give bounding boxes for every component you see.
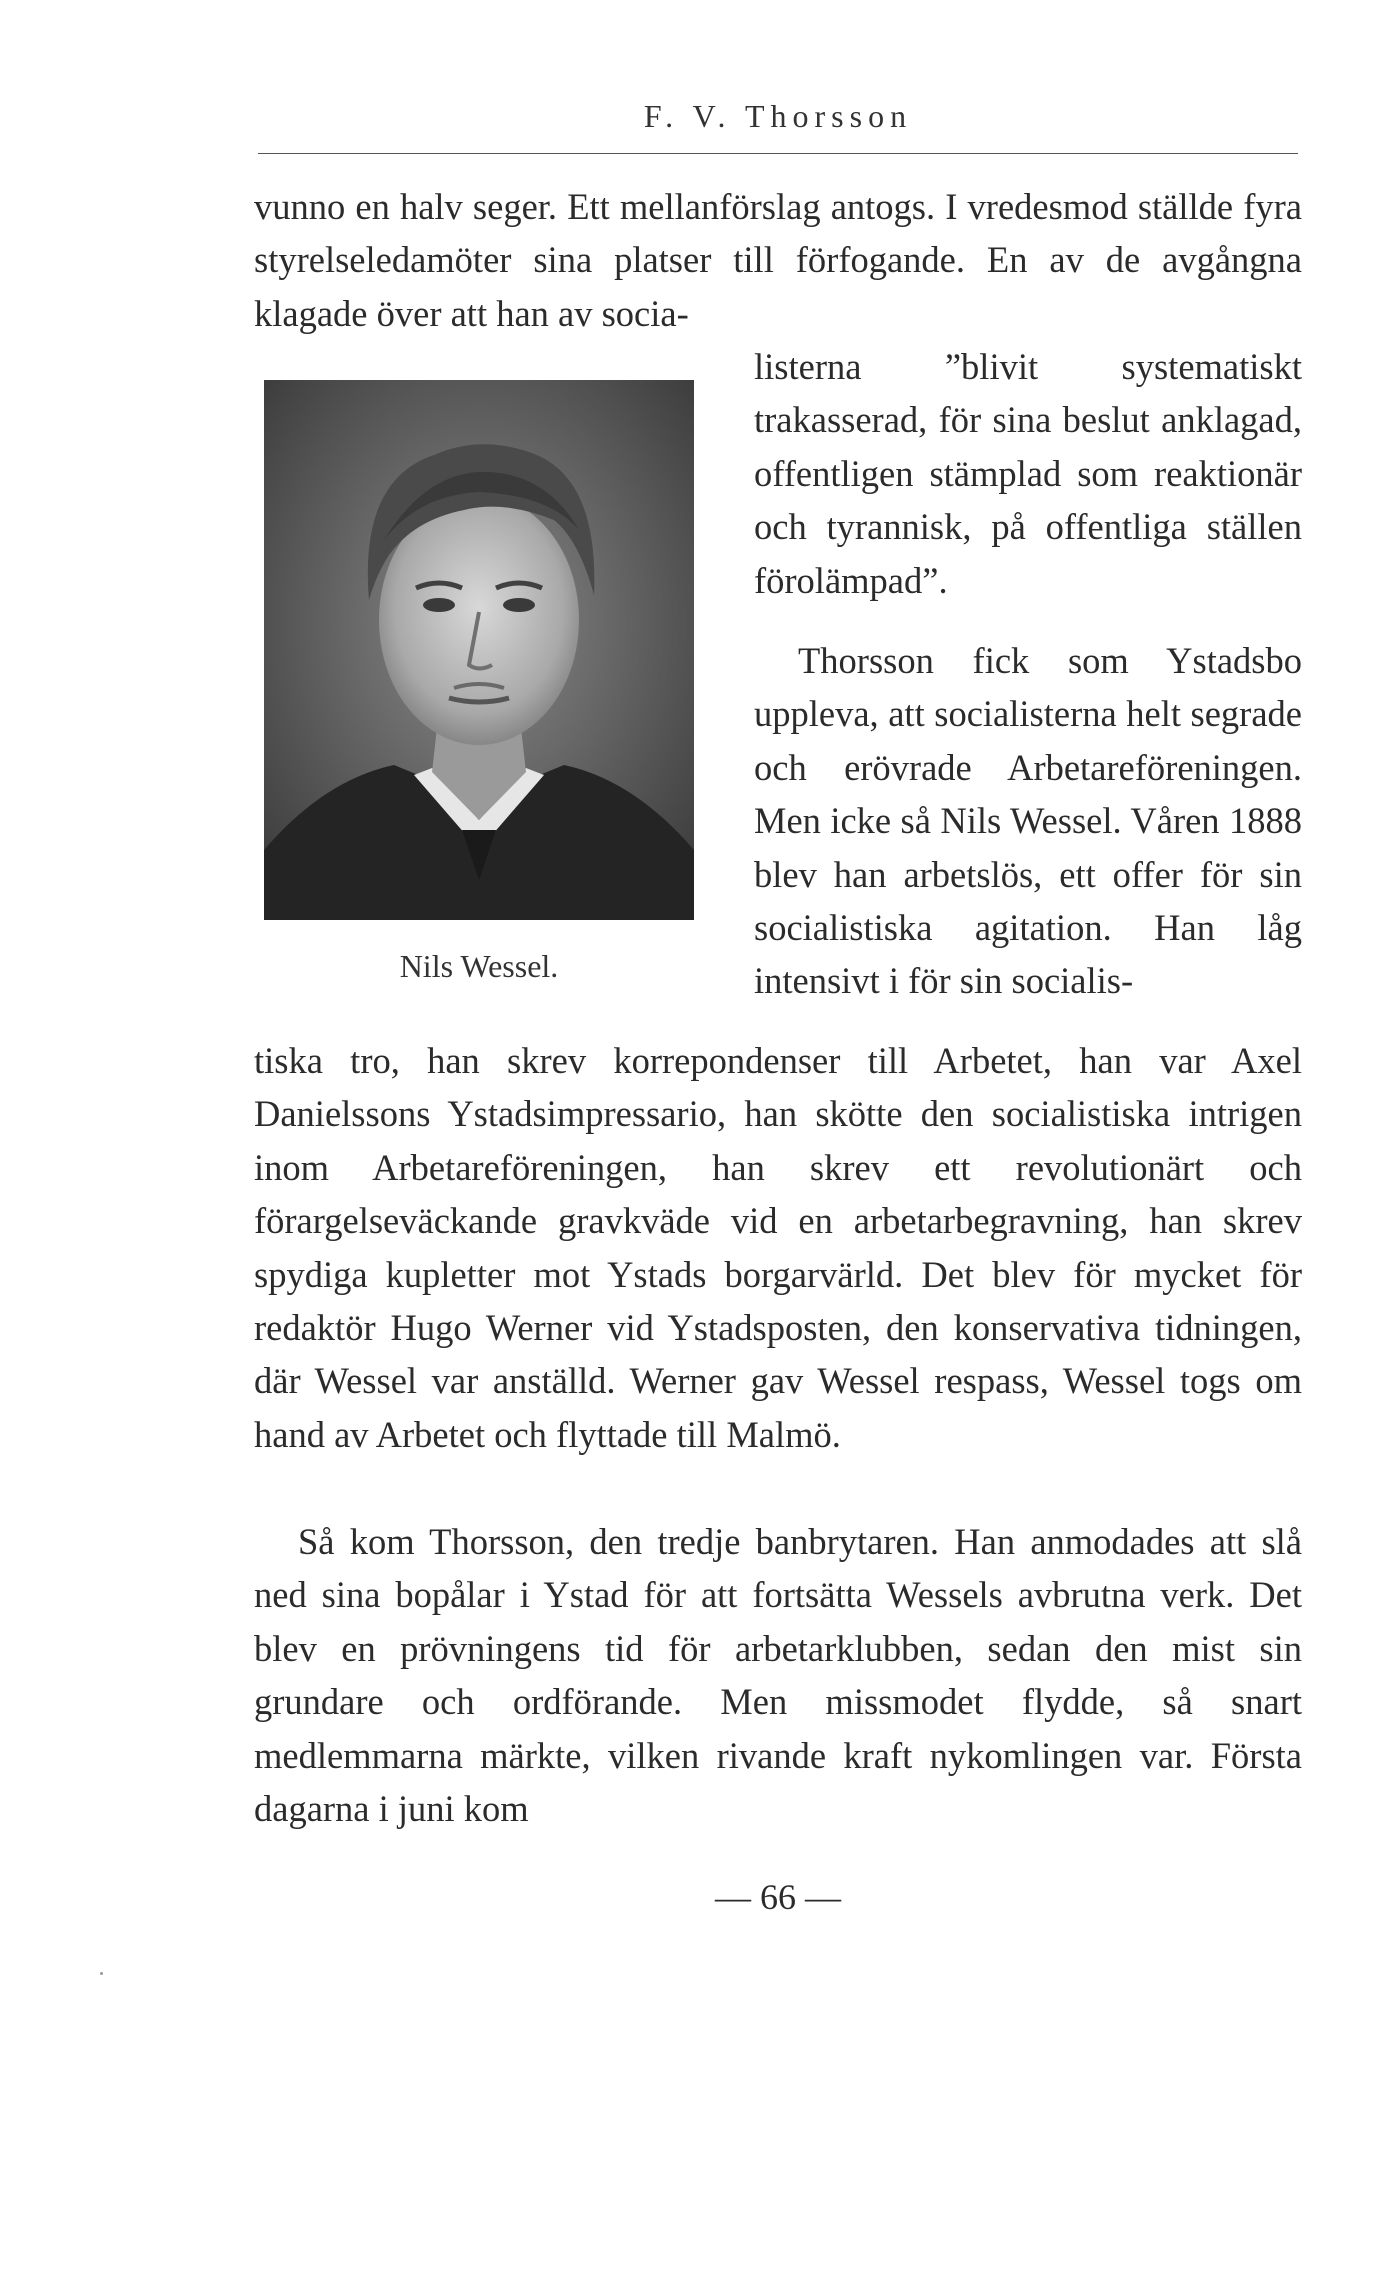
paragraph-continuation: tiska tro, han skrev korrepondenser till Arbetet, han var Axel Danielssons Ystadsimpressario, han skötte den socialistiska intrigen inom Arbetareföreningen, han skrev ett revolutionärt och förargelseväckande gravkväde vid en arbetarbegravning, han skrev spydiga kupletter mot Ystads borgarvärld. Det blev för mycket för redaktör Hugo Werner vid Ystadsposten, den konservativa tidningen, där Wessel var anställd. Werner gav Wessel respass, Wessel togs om hand av Arbetet och flyttade till Malmö. xyxy=(254,1040,1302,1455)
figure-caption: Nils Wessel. xyxy=(399,948,559,984)
paragraph-third: Så kom Thorsson, den tredje banbrytaren. Han anmodades att slå ned sina bopålar i Ystad för att fortsätta Wessels avbrutna verk. Det blev en prövningens tid för arbetarklubben, sedan den mist sin grundare och ordförande. Men missmodet flydde, så snart medlemmarna märkte, vilken rivande kraft nykomlingen var. Första dagarna i juni kom xyxy=(254,1521,1302,1830)
paragraph-lead: vunno en halv seger. Ett mellanförslag antogs. I vredesmod ställde fyra styrelseledamöter sina platser till förfogande. En av de avgångna klagade över att han av socia- xyxy=(254,186,1302,334)
portrait-photo-icon xyxy=(264,380,694,920)
paragraph-quote-wrap: listerna ”blivit systematiskt trakasserad, för sina beslut anklagad, offentligen stämplad som reaktionär och tyrannisk, på offentliga ställen förolämpad”. xyxy=(754,346,1302,601)
paper-speck xyxy=(100,1972,103,1975)
paragraph-thorsson-wrap: Thorsson fick som Ystadsbo uppleva, att socialisterna helt segrade och erövrade Arbetareföreningen. Men icke så Nils Wessel. Våren 1888 blev han arbetslös, ett offer för sin socialistiska agitation. Han låg intensivt i för sin socialis- xyxy=(754,640,1302,1002)
running-head: F. V. Thorsson xyxy=(643,98,913,134)
header-rule xyxy=(258,153,1298,154)
book-page xyxy=(254,0,1302,2284)
portrait-figure xyxy=(264,380,694,920)
page-number: — 66 — xyxy=(715,1877,841,1917)
